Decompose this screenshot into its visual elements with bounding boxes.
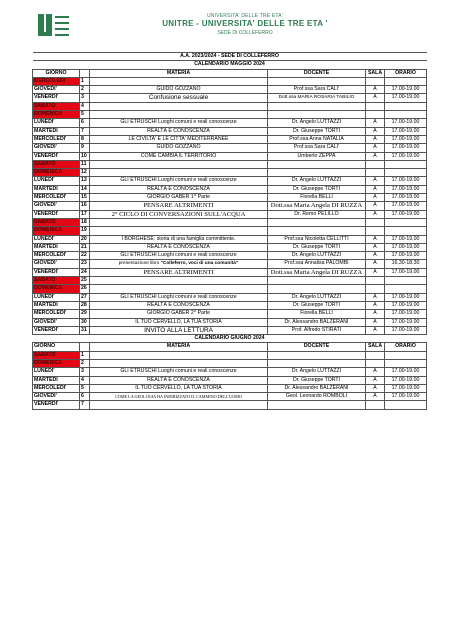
table-row xyxy=(33,135,427,143)
time-cell: 17.00-19.00 xyxy=(385,301,427,309)
room-cell xyxy=(366,111,385,119)
day-cell: GIOVEDI' xyxy=(33,144,80,152)
subject-cell xyxy=(90,227,268,235)
date-cell: 2 xyxy=(80,359,90,367)
table-row xyxy=(33,119,427,127)
teacher-cell xyxy=(268,359,366,367)
academic-year-title: A.A. 2023/2024 - SEDE DI COLLEFERRO xyxy=(33,53,427,61)
teacher-cell xyxy=(268,102,366,110)
day-cell: SABATO xyxy=(33,218,80,226)
date-cell: 30 xyxy=(80,318,90,326)
day-cell: MERCOLEDI' xyxy=(33,77,80,85)
date-cell: 1 xyxy=(80,351,90,359)
room-cell: A xyxy=(366,260,385,268)
teacher-cell: Umberto ZEPPA xyxy=(268,152,366,160)
date-cell: 8 xyxy=(80,135,90,143)
table-row xyxy=(33,252,427,260)
subject-cell: GLI ETRUSCHI Luoghi comuni e reali conoscenze xyxy=(90,368,268,376)
table-row xyxy=(33,376,427,384)
day-cell: VENERDI' xyxy=(33,268,80,276)
time-cell: 17.00-19.00 xyxy=(385,210,427,218)
date-cell: 6 xyxy=(80,393,90,401)
day-cell: GIOVEDI' xyxy=(33,393,80,401)
table-row xyxy=(33,393,427,401)
subject-cell: presentazione libro "Colleferro, voci di una comunità" xyxy=(90,260,268,268)
table-row xyxy=(33,384,427,392)
col-materia: MATERIA xyxy=(90,343,268,351)
time-cell: 17.00-19.00 xyxy=(385,185,427,193)
col-orario: ORARIO xyxy=(385,69,427,77)
room-cell xyxy=(366,102,385,110)
room-cell: A xyxy=(366,252,385,260)
subject-cell: GLI ETRUSCHI Luoghi comuni e reali conoscenze xyxy=(90,252,268,260)
subject-cell xyxy=(90,277,268,285)
time-cell xyxy=(385,111,427,119)
date-cell: 29 xyxy=(80,310,90,318)
table-row xyxy=(33,310,427,318)
time-cell: 17.00-19.00 xyxy=(385,310,427,318)
col-sala: SALA xyxy=(366,69,385,77)
day-cell: MARTEDI xyxy=(33,301,80,309)
time-cell: 17.00-19.00 xyxy=(385,326,427,334)
time-cell: 17.00-19.00 xyxy=(385,194,427,202)
room-cell xyxy=(366,359,385,367)
day-cell: GIOVEDI' xyxy=(33,86,80,94)
may-calendar-title: CALENDARIO MAGGIO 2024 xyxy=(33,61,427,69)
time-cell: 17.00-19.00 xyxy=(385,293,427,301)
time-cell: 17.00-19.00 xyxy=(385,268,427,276)
table-row xyxy=(33,243,427,251)
teacher-cell: Prof. Alfredo STIRATI xyxy=(268,326,366,334)
day-cell: GIOVEDI' xyxy=(33,260,80,268)
time-cell: 17.00-19.00 xyxy=(385,252,427,260)
time-cell xyxy=(385,351,427,359)
day-cell: MARTEDI xyxy=(33,376,80,384)
col-orario: ORARIO xyxy=(385,343,427,351)
table-row xyxy=(33,235,427,243)
subject-cell: IL TUO CERVELLO, LA TUA STORIA xyxy=(90,384,268,392)
subject-cell xyxy=(90,285,268,293)
teacher-cell: Dr. Giuseppe TORTI xyxy=(268,127,366,135)
table-row xyxy=(33,285,427,293)
subject-cell: INVITO ALLA LETTURA xyxy=(90,326,268,334)
room-cell: A xyxy=(366,293,385,301)
date-cell: 3 xyxy=(80,94,90,102)
teacher-cell xyxy=(268,285,366,293)
day-cell: SABATO xyxy=(33,277,80,285)
teacher-cell: Dr. Giuseppe TORTI xyxy=(268,301,366,309)
room-cell: A xyxy=(366,177,385,185)
time-cell: 17.00-19.00 xyxy=(385,86,427,94)
day-cell: VENERDI' xyxy=(33,326,80,334)
table-row xyxy=(33,359,427,367)
room-cell: A xyxy=(366,268,385,276)
teacher-cell: Prof.ssa Annalisa PALOMBI xyxy=(268,260,366,268)
room-cell: A xyxy=(366,127,385,135)
day-cell: GIOVEDI' xyxy=(33,202,80,210)
table-row xyxy=(33,127,427,135)
table-row xyxy=(33,318,427,326)
day-cell: MERCOLEDI' xyxy=(33,310,80,318)
date-cell: 16 xyxy=(80,202,90,210)
time-cell xyxy=(385,227,427,235)
subject-cell: IL TUO CERVELLO, LA TUA STORIA xyxy=(90,318,268,326)
day-cell: LUNEDI' xyxy=(33,368,80,376)
column-header-row xyxy=(33,343,427,351)
subject-cell xyxy=(90,218,268,226)
date-cell: 19 xyxy=(80,227,90,235)
time-cell xyxy=(385,277,427,285)
subject-cell xyxy=(90,77,268,85)
day-cell: LUNEDI' xyxy=(33,177,80,185)
day-cell: SABATO xyxy=(33,351,80,359)
table-row xyxy=(33,160,427,168)
room-cell: A xyxy=(366,210,385,218)
page-header xyxy=(0,0,455,48)
room-cell xyxy=(366,401,385,409)
date-cell: 4 xyxy=(80,376,90,384)
time-cell xyxy=(385,160,427,168)
col-materia: MATERIA xyxy=(90,69,268,77)
table-row xyxy=(33,210,427,218)
time-cell: 17.00-19.00 xyxy=(385,135,427,143)
table-row xyxy=(33,368,427,376)
teacher-cell xyxy=(268,218,366,226)
room-cell: A xyxy=(366,135,385,143)
day-cell: SABATO xyxy=(33,102,80,110)
teacher-cell: Dr. Remo PELILLO xyxy=(268,210,366,218)
room-cell: A xyxy=(366,119,385,127)
subject-cell: PENSARE ALTRIMENTI xyxy=(90,268,268,276)
room-cell: A xyxy=(366,144,385,152)
teacher-cell: Prof.ssa Sara CALI' xyxy=(268,144,366,152)
room-cell: A xyxy=(366,86,385,94)
date-cell: 6 xyxy=(80,119,90,127)
time-cell xyxy=(385,169,427,177)
teacher-cell: Dr. Alessandro BALZERANI xyxy=(268,318,366,326)
time-cell: 17.00-19.00 xyxy=(385,152,427,160)
table-row xyxy=(33,177,427,185)
day-cell: LUNEDI' xyxy=(33,119,80,127)
day-cell: SABATO xyxy=(33,160,80,168)
time-cell: 17.00-19.00 xyxy=(385,376,427,384)
subject-cell xyxy=(90,401,268,409)
room-cell xyxy=(366,77,385,85)
teacher-cell: Dott.ssa Maria Angela DI RUZZA xyxy=(268,202,366,210)
teacher-cell: Prof.ssa Nicoletta CELLITTI xyxy=(268,235,366,243)
date-cell: 1 xyxy=(80,77,90,85)
subject-cell: GLI ETRUSCHI Luoghi comuni e reali conoscenze xyxy=(90,119,268,127)
date-cell: 26 xyxy=(80,285,90,293)
teacher-cell: Dott.ssa MARIA ROSARIA TABILIO xyxy=(268,94,366,102)
day-cell: VENERDI' xyxy=(33,152,80,160)
day-cell: MARTEDI xyxy=(33,185,80,193)
date-cell: 4 xyxy=(80,102,90,110)
subject-cell: GLI ETRUSCHI Luoghi comuni e reali conoscenze xyxy=(90,293,268,301)
col-docente: DOCENTE xyxy=(268,69,366,77)
date-cell: 13 xyxy=(80,177,90,185)
date-cell: 22 xyxy=(80,252,90,260)
time-cell xyxy=(385,359,427,367)
time-cell: 17.00-19.00 xyxy=(385,243,427,251)
room-cell: A xyxy=(366,152,385,160)
time-cell: 17.00-19.00 xyxy=(385,368,427,376)
table-row xyxy=(33,227,427,235)
date-cell: 25 xyxy=(80,277,90,285)
day-cell: VENERDI' xyxy=(33,210,80,218)
room-cell xyxy=(366,218,385,226)
column-header-row xyxy=(33,69,427,77)
subject-cell xyxy=(90,359,268,367)
table-row xyxy=(33,169,427,177)
header-subtitle: UNIVERSITA' DELLE TRE ETA' xyxy=(206,13,283,19)
teacher-cell xyxy=(268,227,366,235)
room-cell: A xyxy=(366,368,385,376)
day-cell: MARTEDI xyxy=(33,127,80,135)
day-cell: VENERDI' xyxy=(33,401,80,409)
day-cell: GIOVEDI' xyxy=(33,318,80,326)
subject-cell xyxy=(90,160,268,168)
table-row xyxy=(33,152,427,160)
subject-cell: COME CAMBIA IL TERRITORIO xyxy=(90,152,268,160)
teacher-cell xyxy=(268,160,366,168)
date-cell: 18 xyxy=(80,218,90,226)
col-giorno: GIORNO xyxy=(33,343,80,351)
teacher-cell: Dr. Angelo LUTTAZZI xyxy=(268,252,366,260)
subject-cell: GUIDO GOZZANO xyxy=(90,86,268,94)
subject-cell: REALTÀ E CONOSCENZA xyxy=(90,376,268,384)
table-row xyxy=(33,144,427,152)
subject-cell xyxy=(90,351,268,359)
table-row xyxy=(33,111,427,119)
teacher-cell: Dr. Angelo LUTTAZZI xyxy=(268,177,366,185)
subject-cell: REALTÀ E CONOSCENZA xyxy=(90,127,268,135)
time-cell: 17.00-19.00 xyxy=(385,144,427,152)
room-cell: A xyxy=(366,318,385,326)
table-row xyxy=(33,185,427,193)
subject-cell: Confusione sessuale xyxy=(90,94,268,102)
subject-cell: REALTÀ E CONOSCENZA xyxy=(90,243,268,251)
room-cell: A xyxy=(366,376,385,384)
teacher-cell: Dott.ssa Maria Angela DI RUZZA xyxy=(268,268,366,276)
day-cell: DOMENICA xyxy=(33,227,80,235)
teacher-cell xyxy=(268,169,366,177)
room-cell: A xyxy=(366,243,385,251)
date-cell: 31 xyxy=(80,326,90,334)
subject-cell: PENSARE ALTRIMENTI xyxy=(90,202,268,210)
time-cell xyxy=(385,77,427,85)
table-row xyxy=(33,102,427,110)
subject-cell: 2° CICLO DI CONVERSAZIONI SULL'ACQUA xyxy=(90,210,268,218)
date-cell: 20 xyxy=(80,235,90,243)
table-row xyxy=(33,260,427,268)
date-cell: 17 xyxy=(80,210,90,218)
teacher-cell xyxy=(268,277,366,285)
room-cell xyxy=(366,285,385,293)
room-cell xyxy=(366,227,385,235)
subject-cell: GLI ETRUSCHI Luoghi comuni e reali conoscenze xyxy=(90,177,268,185)
time-cell: 17.00-19.00 xyxy=(385,202,427,210)
day-cell: VENERDI' xyxy=(33,94,80,102)
teacher-cell: Dr. Angelo LUTTAZZI xyxy=(268,119,366,127)
subject-cell: LE CIVILTA' E LE CITTA' MEDITERRANEE xyxy=(90,135,268,143)
teacher-cell: Prof.ssa Sara CALI' xyxy=(268,86,366,94)
table-row xyxy=(33,301,427,309)
room-cell: A xyxy=(366,384,385,392)
day-cell: MERCOLEDI' xyxy=(33,252,80,260)
day-cell: DOMENICA xyxy=(33,359,80,367)
teacher-cell: Fiorella BELLI xyxy=(268,310,366,318)
teacher-cell xyxy=(268,401,366,409)
table-row xyxy=(33,194,427,202)
col-sala: SALA xyxy=(366,343,385,351)
teacher-cell: Dr. Giuseppe TORTI xyxy=(268,376,366,384)
date-cell: 14 xyxy=(80,185,90,193)
date-cell: 11 xyxy=(80,160,90,168)
room-cell xyxy=(366,277,385,285)
day-cell: MERCOLEDI' xyxy=(33,384,80,392)
teacher-cell: Fiorella BELLI xyxy=(268,194,366,202)
subject-cell: GUIDO GOZZANO xyxy=(90,144,268,152)
date-cell: 10 xyxy=(80,152,90,160)
table-row xyxy=(33,77,427,85)
date-cell: 21 xyxy=(80,243,90,251)
time-cell: 17.00-19.00 xyxy=(385,318,427,326)
room-cell: A xyxy=(366,202,385,210)
subject-cell: REALTÀ E CONOSCENZA xyxy=(90,301,268,309)
subject-cell xyxy=(90,169,268,177)
table-row xyxy=(33,293,427,301)
table-row xyxy=(33,86,427,94)
date-cell: 24 xyxy=(80,268,90,276)
teacher-cell xyxy=(268,351,366,359)
table-row xyxy=(33,218,427,226)
room-cell xyxy=(366,351,385,359)
day-cell: LUNEDI' xyxy=(33,235,80,243)
date-cell: 15 xyxy=(80,194,90,202)
time-cell xyxy=(385,102,427,110)
header-title: UNITRE - UNIVERSITA' DELLE TRE ETA ' xyxy=(162,19,328,28)
date-cell: 12 xyxy=(80,169,90,177)
teacher-cell: Dr. Angelo LUTTAZZI xyxy=(268,368,366,376)
col-giorno: GIORNO xyxy=(33,69,80,77)
subject-cell: I BORGHESE: storia di una famiglia committente. xyxy=(90,235,268,243)
day-cell: MERCOLEDI' xyxy=(33,194,80,202)
time-cell: 17.00-19.00 xyxy=(385,235,427,243)
time-cell: 17.00-19.00 xyxy=(385,393,427,401)
teacher-cell xyxy=(268,111,366,119)
day-cell: MERCOLEDI' xyxy=(33,135,80,143)
date-cell: 5 xyxy=(80,384,90,392)
col-docente: DOCENTE xyxy=(268,343,366,351)
teacher-cell: Dr. Angelo LUTTAZZI xyxy=(268,293,366,301)
subject-cell: REALTÀ E CONOSCENZA xyxy=(90,185,268,193)
date-cell: 5 xyxy=(80,111,90,119)
room-cell: A xyxy=(366,301,385,309)
room-cell: A xyxy=(366,393,385,401)
time-cell: 16.30-18.30 xyxy=(385,260,427,268)
subject-cell xyxy=(90,111,268,119)
subject-cell: GIORGIO GABER 1^ Parte xyxy=(90,194,268,202)
teacher-cell: Dr. Giuseppe TORTI xyxy=(268,243,366,251)
day-cell: DOMENICA xyxy=(33,111,80,119)
room-cell: A xyxy=(366,310,385,318)
date-cell: 9 xyxy=(80,144,90,152)
room-cell: A xyxy=(366,194,385,202)
table-row xyxy=(33,326,427,334)
time-cell: 17.00-19.00 xyxy=(385,94,427,102)
unitre-logo xyxy=(38,14,70,42)
teacher-cell: Dr. Giuseppe TORTI xyxy=(268,185,366,193)
day-cell: DOMENICA xyxy=(33,285,80,293)
table-row xyxy=(33,202,427,210)
subject-cell: COME LA GEOLOGIA HA INDIRIZZATO IL CAMMINO DELL'UOMO xyxy=(90,393,268,401)
teacher-cell xyxy=(268,77,366,85)
teacher-cell: Geol. Leonardo ROMBOLI xyxy=(268,393,366,401)
date-cell: 7 xyxy=(80,401,90,409)
date-cell: 7 xyxy=(80,127,90,135)
table-row xyxy=(33,268,427,276)
header-location: SEDE DI COLLEFERRO xyxy=(217,30,273,36)
date-cell: 27 xyxy=(80,293,90,301)
date-cell: 3 xyxy=(80,368,90,376)
june-calendar-title: CALENDARIO GIUGNO 2024 xyxy=(33,335,427,343)
time-cell: 17.00-19.00 xyxy=(385,177,427,185)
time-cell xyxy=(385,401,427,409)
room-cell: A xyxy=(366,235,385,243)
date-cell: 28 xyxy=(80,301,90,309)
room-cell xyxy=(366,169,385,177)
time-cell: 17.00-19.00 xyxy=(385,127,427,135)
teacher-cell: Dr. Alessandro BALZERANI xyxy=(268,384,366,392)
table-row xyxy=(33,351,427,359)
time-cell xyxy=(385,218,427,226)
day-cell: LUNEDI' xyxy=(33,293,80,301)
day-cell: MARTEDI xyxy=(33,243,80,251)
calendar-table xyxy=(32,52,427,410)
subject-cell: GIORGIO GABER 2^ Parte xyxy=(90,310,268,318)
table-row xyxy=(33,94,427,102)
room-cell xyxy=(366,160,385,168)
date-cell: 23 xyxy=(80,260,90,268)
subject-cell xyxy=(90,102,268,110)
day-cell: DOMENICA xyxy=(33,169,80,177)
time-cell: 17.00-19.00 xyxy=(385,384,427,392)
room-cell: A xyxy=(366,185,385,193)
teacher-cell: Prof.ssa Anna NATALIA xyxy=(268,135,366,143)
date-cell: 2 xyxy=(80,86,90,94)
table-row xyxy=(33,277,427,285)
time-cell xyxy=(385,285,427,293)
room-cell: A xyxy=(366,94,385,102)
room-cell: A xyxy=(366,326,385,334)
table-row xyxy=(33,401,427,409)
time-cell: 17.00-19.00 xyxy=(385,119,427,127)
